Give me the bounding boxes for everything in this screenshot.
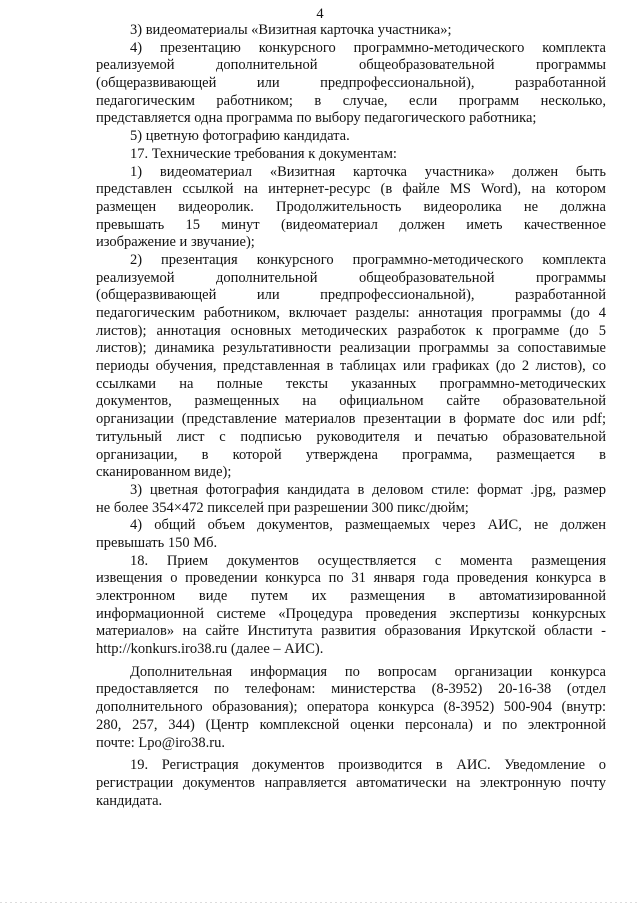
paragraph-additional-info (96, 664, 606, 752)
text-line: ссылками на полные тексты указанных программно-методических (96, 375, 606, 392)
paragraph-19-registration (96, 757, 606, 810)
text-line: 5) цветную фотографию кандидата. (130, 128, 350, 145)
paragraph-17-1-video (96, 164, 606, 252)
text-line: педагогическим работником, включает разделы: аннотация программы (до 4 (96, 305, 606, 321)
text-line: листов); аннотация основных методических разработок к программе (до 5 (96, 322, 606, 339)
text-line: 3) видеоматериалы «Визитная карточка участника»; (130, 22, 452, 38)
text-line: периоды обучения, представленная в таблицах или графиках (до 2 листов), со (96, 358, 606, 375)
paragraph-17-4-size (96, 517, 606, 552)
text-line: представляется одна программа по выбору педагогического работника; (96, 110, 537, 127)
text-line: реализуемой дополнительной общеобразовательной программы (96, 269, 606, 286)
text-line: размещен видеоролик. Продолжительность видеоролика не должна (96, 198, 606, 215)
paragraph-item-4-presentation (96, 40, 606, 128)
text-line: дополнительного образования); оператора конкурса (8-3952) 500-904 (внутр: (96, 699, 606, 716)
text-line: превышать 15 минут (видеоматериал должен иметь качественное (96, 216, 606, 233)
text-line: материалов» на сайте Института развития образования Иркутской области - (96, 623, 606, 640)
text-line: не более 354×472 пикселей при разрешении 300 пикс/дюйм; (96, 499, 469, 516)
text-line: документов, размещенных на официальном сайте образовательной (96, 393, 606, 410)
text-line: листов); динамика результативности реализации программы за сопоставимые (96, 340, 606, 357)
text-line: 4) презентацию конкурсного программно-методического комплекта (130, 39, 606, 56)
paragraph-17-3-photo (96, 482, 606, 517)
text-line: 1) видеоматериал «Визитная карточка участника» должен быть (130, 163, 606, 180)
text-line: 4) общий объем документов, размещаемых через АИС, не должен (130, 517, 606, 534)
text-line: представлен ссылкой на интернет-ресурс (в файле MS Word), на котором (96, 181, 606, 198)
text-line: 280, 257, 344) (Центр комплексной оценки персонала) и по электронной (96, 716, 606, 733)
text-line: предоставляется по телефонам: министерства (8-3952) 20-16-38 (отдел (96, 681, 606, 698)
text-line: http://konkurs.iro38.ru (далее – АИС). (96, 641, 324, 658)
text-line: регистрации документов направляется автоматически на электронную почту (96, 774, 606, 791)
text-line: педагогическим работником; в случае, если программ несколько, (96, 92, 606, 109)
text-line: 3) цветная фотография кандидата в деловом стиле: формат .jpg, размер (130, 481, 606, 498)
text-line: титульный лист с подписью руководителя и печатью образовательной (96, 428, 606, 445)
paragraph-item-3-video (96, 22, 606, 40)
text-line: (общеразвивающей или предпрофессиональной), разработанной (96, 287, 606, 304)
paragraph-item-5-photo (96, 128, 606, 146)
text-line: 18. Прием документов осуществляется с момента размещения (130, 552, 606, 569)
text-line: почте: Lpo@iro38.ru. (96, 734, 225, 751)
document-body (96, 22, 606, 810)
text-line: 2) презентация конкурсного программно-методического комплекта (130, 251, 606, 268)
text-line: 17. Технические требования к документам: (130, 145, 397, 162)
text-line: извещения о проведении конкурса по 31 января года проведения конкурса в (96, 570, 606, 587)
text-line: организации, в которой утверждена программа, размещается в (96, 446, 606, 463)
text-line: Дополнительная информация по вопросам организации конкурса (130, 663, 606, 680)
text-line: (общеразвивающей или предпрофессиональной), разработанной (96, 75, 606, 92)
text-line: реализуемой дополнительной общеобразовательной программы (96, 57, 606, 74)
text-line: информационной системе «Процедура проведения экспертизы конкурсных (96, 605, 606, 622)
text-line: изображение и звучание); (96, 234, 255, 251)
scan-edge-artifact (0, 902, 640, 903)
text-line: организации (представление материалов презентации в формате doc или pdf; (96, 411, 606, 428)
paragraph-18-acceptance (96, 553, 606, 659)
text-line: кандидата. (96, 792, 163, 809)
page-number: 4 (316, 6, 324, 22)
text-line: превышать 150 Мб. (96, 534, 218, 551)
paragraph-17-heading (96, 146, 606, 164)
text-line: электронном виде путем их размещения в автоматизированной (96, 588, 606, 604)
text-line: сканированном виде); (96, 464, 232, 481)
text-line: 19. Регистрация документов производится в АИС. Уведомление о (130, 757, 606, 774)
paragraph-17-2-presentation (96, 252, 606, 482)
